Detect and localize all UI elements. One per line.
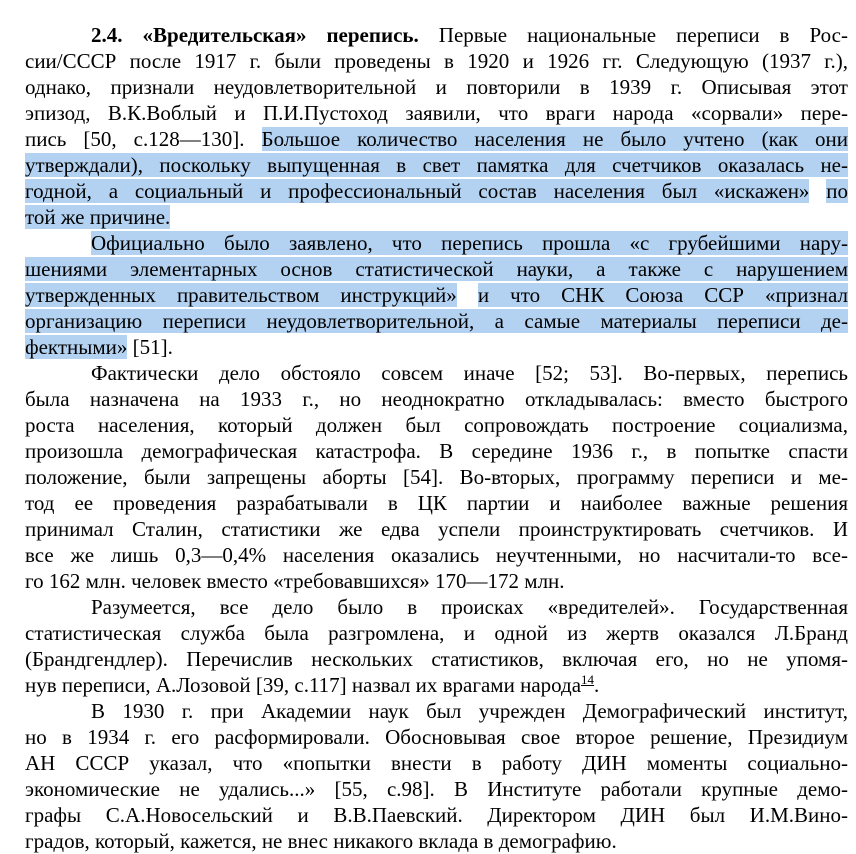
text-line	[25, 22, 848, 48]
text-line	[25, 308, 848, 334]
text-line	[25, 542, 848, 568]
text-segment: пись [50, с.128—130].	[25, 127, 262, 151]
text-segment: нув переписи, А.Лозовой [39, с.117] назвал их врагами народа	[25, 673, 582, 697]
paragraph	[25, 360, 848, 594]
text-segment: статистическая служба была разгромлена, и одной из жертв оказался Л.Бранд	[25, 621, 848, 645]
text-line	[25, 204, 848, 230]
section-heading: 2.4. «Вредительская» перепись.	[91, 23, 419, 47]
text-line	[25, 360, 848, 386]
text-line	[25, 568, 848, 594]
selection-highlighted-text: годной, а социальный и профессиональный состав населения был «искажен»	[25, 179, 810, 203]
text-line	[25, 100, 848, 126]
text-segment: графы С.А.Новосельский и В.В.Паевский. Директором ДИН был И.М.Вино-	[25, 803, 848, 827]
text-line	[25, 178, 848, 204]
text-segment: эпизод, В.К.Воблый и П.И.Пустоход заявили, что враги народа «сорвали» пере-	[25, 101, 848, 125]
text-segment: роста населения, который должен был сопровождать построение социализма,	[25, 413, 848, 437]
text-segment: но в 1934 г. его расформировали. Обосновывая свое второе решение, Президиум	[25, 725, 848, 749]
paragraph	[25, 698, 848, 854]
text-line	[25, 230, 848, 256]
text-line	[25, 438, 848, 464]
text-segment: однако, признали неудовлетворительной и повторили в 1939 г. Описывая этот	[25, 75, 848, 99]
text-segment: тод ее проведения разрабатывали в ЦК партии и наиболее важные решения	[25, 491, 848, 515]
text-line	[25, 698, 848, 724]
text-line	[25, 74, 848, 100]
text-segment: (Брандгендлер). Перечислив нескольких статистиков, включая его, но не упомя-	[25, 647, 848, 671]
selection-highlighted-text: фектными»	[25, 335, 128, 359]
text-segment: В 1930 г. при Академии наук был учрежден Демографический институт,	[91, 699, 848, 723]
text-line	[25, 48, 848, 74]
text-line	[25, 256, 848, 282]
text-segment	[809, 179, 826, 203]
footnote-ref-link[interactable]: 14	[581, 672, 595, 687]
text-line	[25, 126, 848, 152]
text-segment: положение, были запрещены аборты [54]. Во-вторых, программу переписи и ме-	[25, 465, 848, 489]
text-line	[25, 828, 848, 854]
text-segment: Первые национальные переписи в Рос-	[418, 23, 848, 47]
text-segment: все же лишь 0,3—0,4% населения оказались неучтенными, но насчитали-то все-	[25, 543, 848, 567]
text-line	[25, 282, 848, 308]
text-segment: Фактически дело обстояло совсем иначе [52; 53]. Во-первых, перепись	[91, 361, 848, 385]
text-segment: экономические не удались...» [55, с.98]. В Институте работали крупные демо-	[25, 777, 848, 801]
text-segment: принимал Сталин, статистики же едва успели проинструктировать счетчиков. И	[25, 517, 848, 541]
text-segment: .	[594, 673, 600, 697]
selection-highlighted-text: по	[826, 179, 848, 203]
paragraph	[25, 594, 848, 698]
text-segment: го 162 млн. человек вместо «требовавшихся» 170—172 млн.	[25, 569, 565, 593]
paragraph	[25, 22, 848, 230]
text-segment: произошла демографическая катастрофа. В середине 1936 г., в попытке спасти	[25, 439, 848, 463]
text-line	[25, 516, 848, 542]
text-line	[25, 334, 848, 360]
text-line	[25, 646, 848, 672]
text-line	[25, 490, 848, 516]
selection-highlighted-text: Официально было заявлено, что перепись прошла «с грубейшими нару-	[91, 231, 848, 255]
paragraph	[25, 230, 848, 360]
selection-highlighted-text: той же причине.	[25, 205, 171, 229]
text-line	[25, 802, 848, 828]
text-segment: Разумеется, все дело было в происках «вредителей». Государственная	[91, 595, 848, 619]
selection-highlighted-text: утверждали), поскольку выпущенная в свет памятка для счетчиков оказалась не-	[25, 153, 848, 177]
text-segment: сии/СССР после 1917 г. были проведены в 1920 и 1926 гг. Следующую (1937 г.),	[25, 49, 848, 73]
text-segment: градов, который, кажется, не внес никакого вклада в демографию.	[25, 829, 617, 853]
text-line	[25, 594, 848, 620]
selection-highlighted-text: утвержденных правительством инструкций»	[25, 283, 457, 307]
text-line	[25, 386, 848, 412]
selection-highlighted-text: шениями элементарных основ статистической науки, а также с нарушением	[25, 257, 848, 281]
selection-highlighted-text: организацию переписи неудовлетворительной, а самые материалы переписи де-	[25, 309, 848, 333]
text-segment: была назначена на 1933 г., но неоднократно откладывалась: вместо быстрого	[25, 387, 848, 411]
text-line	[25, 672, 848, 698]
text-line	[25, 412, 848, 438]
text-line	[25, 776, 848, 802]
text-segment: [51].	[127, 335, 173, 359]
text-line	[25, 464, 848, 490]
text-line	[25, 152, 848, 178]
text-line	[25, 724, 848, 750]
selection-highlighted-text: и что СНК Союза ССР «признал	[477, 283, 848, 307]
text-segment	[457, 283, 478, 307]
selection-highlighted-text: Большое количество населения не было учтено (как они	[261, 127, 848, 151]
text-line	[25, 750, 848, 776]
text-line	[25, 620, 848, 646]
text-segment: АН СССР указал, что «попытки внести в работу ДИН моменты социально-	[25, 751, 848, 775]
